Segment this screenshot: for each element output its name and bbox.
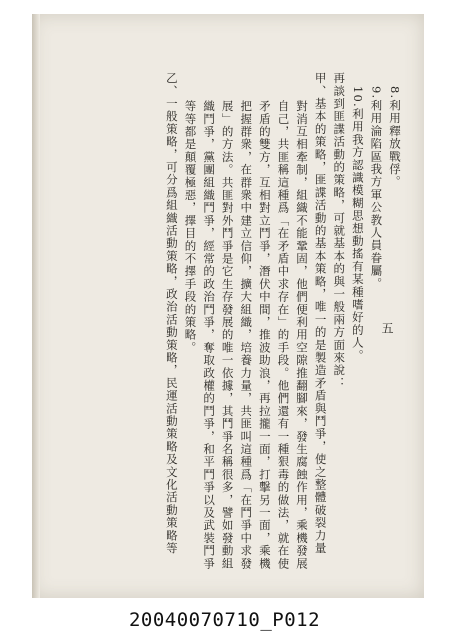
archive-id-caption: 20040070710_P012 <box>128 609 321 631</box>
text-column-4: 再談到匪諜活動的策略，可就基本的與一般兩方面來說： <box>332 72 347 390</box>
text-column-12: 等等都是顛覆極惡，擇目的不擇手段的策略。 <box>183 100 198 354</box>
text-column-9: 把握群衆，在群衆中建立信仰，擴大組織，培養力量，共匪叫這種爲「在鬥爭中求發 <box>239 100 254 570</box>
text-column-11: 織鬥爭，黨團組織鬥爭，經常的政治鬥爭，奪取政權的鬥爭，和平鬥爭以及武裝鬥爭 <box>202 100 217 570</box>
text-column-10: 展」的方法。共匪對外鬥爭是它生存發展的唯一依據，其鬥爭名稱很多，譬如發動組 <box>220 100 235 570</box>
text-column-7: 自己，共匪稱這種爲「在矛盾中求存在」的手段。他們還有一種狠毒的做法，就在使 <box>276 100 291 570</box>
text-column-6: 對消互相牽制，組織不能鞏固，他們便利用空隙推翻腳來，發生腐蝕作用，乘機發展 <box>295 100 310 570</box>
text-column-5: 甲、基本的策略，匪諜活動的基本策略，唯一的是製造矛盾與鬥爭，使之整體破裂力量 <box>313 72 328 555</box>
text-column-2: 9.利用淪陷區我方軍公教人員眷屬。 <box>369 86 384 290</box>
text-column-13: 乙、一般策略，可分爲組織活動策略，政治活動策略，民運活動策略及文化活動策略等 <box>164 72 179 555</box>
vertical-text-body <box>82 72 404 570</box>
text-column-3: 10.利用我方認識模糊思想動搖有某種嗜好的人。 <box>350 86 365 362</box>
text-column-1: 8.利用釋放戰俘。 <box>388 86 402 189</box>
page-number: 五 <box>380 322 394 334</box>
page-fold-shadow <box>32 14 40 598</box>
text-column-8: 矛盾的雙方，互相對立鬥爭，潛伏中間，推波助浪，再拉攏一面，打擊另一面，乘機 <box>257 100 272 570</box>
document-page <box>32 14 424 598</box>
